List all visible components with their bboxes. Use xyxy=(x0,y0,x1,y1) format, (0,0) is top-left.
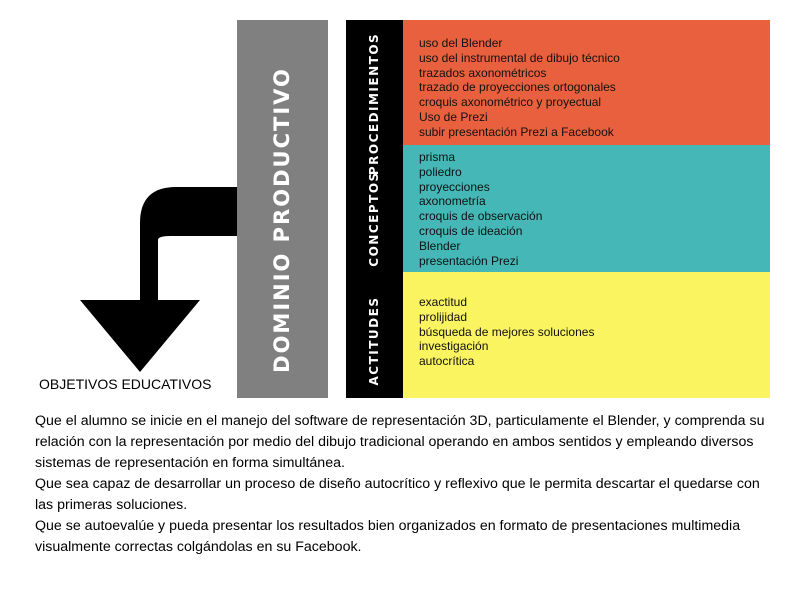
list-item: trazado de proyecciones ortogonales xyxy=(419,80,616,95)
domain-column xyxy=(237,20,328,398)
list-item: autocrítica xyxy=(419,354,475,369)
list-item: axonometría xyxy=(419,194,486,209)
objective-paragraph: Que se autoevalúe y pueda presentar los resultados bien organizados en formato de presentaciones multimedia visualmente correctas colgándolas en su Facebook. xyxy=(35,518,741,555)
category-label-procedimientos: PROCEDIMIENTOS xyxy=(367,32,381,176)
list-item: uso del instrumental de dibujo técnico xyxy=(419,50,620,65)
list-item: poliedro xyxy=(419,164,462,179)
list-item: presentación Prezi xyxy=(419,253,519,268)
list-item: Blender xyxy=(419,238,461,253)
category-label-conceptos: CONCEPTOS xyxy=(367,171,381,267)
category-column xyxy=(346,20,403,398)
list-actitudes xyxy=(419,295,594,369)
list-conceptos xyxy=(419,150,542,268)
objectives-label: OBJETIVOS EDUCATIVOS xyxy=(39,376,212,392)
list-item: prolijidad xyxy=(419,309,468,324)
category-label-actitudes: ACTITUDES xyxy=(367,296,381,386)
list-item: búsqueda de mejores soluciones xyxy=(419,324,595,339)
list-item: prisma xyxy=(419,150,456,164)
list-item: trazados axonométricos xyxy=(419,65,547,80)
band-procedimientos xyxy=(403,20,770,145)
list-item: uso del Blender xyxy=(419,36,503,50)
objectives-description xyxy=(35,411,775,558)
objective-paragraph: Que el alumno se inicie en el manejo del software de representación 3D, particulamente el Blender, y comprenda su relación con la representación por medio del dibujo tradicional operando en ambos sentidos y empleando diversos sistemas de representación en forma simultánea. xyxy=(35,413,765,471)
list-procedimientos xyxy=(419,36,620,140)
list-item: subir presentación Prezi a Facebook xyxy=(419,124,614,139)
list-item: Uso de Prezi xyxy=(419,109,488,124)
domain-label: DOMINIO PRODUCTIVO xyxy=(270,67,294,373)
arrow-body xyxy=(80,187,237,372)
list-item: exactitud xyxy=(419,295,468,309)
list-item: investigación xyxy=(419,339,489,354)
list-item: croquis de observación xyxy=(419,209,543,224)
list-item: croquis axonométrico y proyectual xyxy=(419,95,602,110)
band-actitudes xyxy=(403,272,770,398)
list-item: croquis de ideación xyxy=(419,223,523,238)
band-conceptos xyxy=(403,145,770,272)
list-item: proyecciones xyxy=(419,179,490,194)
objective-paragraph: Que sea capaz de desarrollar un proceso de diseño autocrítico y reflexivo que le permita descartar el quedarse con las primeras soluciones. xyxy=(35,476,760,513)
